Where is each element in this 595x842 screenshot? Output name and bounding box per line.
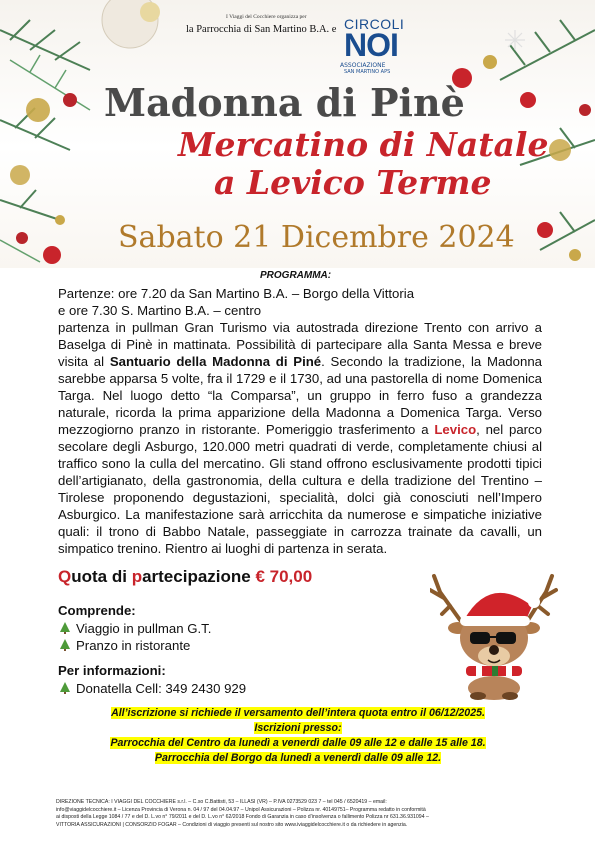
informazioni-heading: Per informazioni: xyxy=(58,663,166,678)
levico-highlight: Levico xyxy=(434,422,477,437)
event-title: Madonna di Pinè xyxy=(104,80,465,125)
price-value: € 70,00 xyxy=(255,567,313,586)
list-item xyxy=(58,680,246,697)
tree-bullet-icon xyxy=(60,639,70,651)
informazioni-section xyxy=(58,663,246,697)
footer-line-2: info@viaggidelcocchiere.it – Licenza Provincia di Verona n. 04 / 97 del 04.04.97 – Unipol Assicurazioni – Polizza nr. 40149751– Programma redatto in conformità xyxy=(56,806,426,813)
departure-line-1: Partenze: ore 7.20 da San Martino B.A. – Borgo della Vittoria xyxy=(58,286,415,301)
departure-line-2: e ore 7.30 S. Martino B.A. – centro xyxy=(58,303,262,318)
legal-footer xyxy=(56,799,551,829)
organizer-small-text: I Viaggi del Cocchiere organizza per xyxy=(226,14,307,20)
footer-line-4: VITTORIA ASSICURAZIONI | CONSORZIO FOGAR – Condizioni di viaggio presenti sul nostro sito www.iviaggidelcocchiere.it o da richiedere in agenzia. xyxy=(56,821,408,828)
tree-bullet-icon xyxy=(60,622,70,634)
reindeer-santa-hat-illustration xyxy=(430,562,558,700)
list-item: Viaggio in pullman G.T. xyxy=(58,620,211,637)
event-date: Sabato 21 Dicembre 2024 xyxy=(118,220,515,255)
list-item: Pranzo in ristorante xyxy=(58,637,211,654)
header-banner xyxy=(0,0,595,268)
santuario-highlight: Santuario della Madonna di Piné xyxy=(109,354,322,369)
price-line: Quota di partecipazione € 70,00 xyxy=(58,567,313,586)
comprende-heading: Comprende: xyxy=(58,603,136,618)
event-subtitle-line2: a Levico Terme xyxy=(214,163,492,202)
programma-body xyxy=(58,285,542,557)
event-subtitle-line1: Mercatino di Natale xyxy=(178,125,549,164)
notice-line-3: Parrocchia del Centro da lunedì a venerdì dalle 09 alle 12 e dalle 15 alle 18. xyxy=(110,737,486,749)
comprende-section xyxy=(58,603,211,654)
circoli-noi-logo: CIRCOLI NOI ASSOCIAZIONE SAN MARTINO APS xyxy=(340,16,405,75)
notice-line-2: Iscrizioni presso: xyxy=(254,722,342,734)
notice-line-1: All’iscrizione si richiede il versamento dell’intera quota entro il 06/12/2025. xyxy=(111,707,485,719)
footer-line-1: DIREZIONE TECNICA: I VIAGGI DEL COCCHIERE s.r.l. – C.so C.Battisti, 53 – ILLASI (VR) – P.IVA 0273529 023 7 – tel 045 / 6520419 – email: xyxy=(56,799,387,805)
programma-heading: PROGRAMMA: xyxy=(260,270,332,281)
program-description: partenza in pullman Gran Turismo via autostrada direzione Trento con arrivo a Baselga di Pinè in mattinata. Possibilità di partecipare alla Santa Messa e breve visita al Santuario della Madonna di Piné. Secondo la tradizione, la Madonna sarebbe apparsa 5 volte, fra il 1729 e il 1730, ad una pastorella di nome Domenica Targa. Nel luogo detto “la Comparsa”, un gruppo in ferro fuso a grandezza naturale, ricorda la prima apparizione della Madonna a Domenica Targa. Verso mezzogiorno pranzo in ristorante. Pomeriggio trasferimento a Levico, nel parco secolare degli Asburgo, 120.000 metri quadrati di verde, completamente chiusi al traffico sono la culla del mercatino. Gli stand offrono esclusivamente prodotti tipici dell’artigianato, della gastronomia, della cultura e della tradizione del Trentino – Tirolese proponendo degustazioni, specialità, dolci già conosciuti nell’Impero Asburgico. La manifestazione sarà arricchita da numerose e simpatiche iniziative quali: il trono di Babbo Natale, passeggiate in carrozza trainate da cavalli, un simpatico trenino. Rientro ai luoghi di partenza in serata. xyxy=(58,320,542,556)
organizer-text: la Parrocchia di San Martino B.A. e xyxy=(186,24,337,35)
registration-notice xyxy=(48,706,548,766)
notice-line-4: Parrocchia del Borgo da lunedì a venerdì dalle 09 alle 12. xyxy=(154,752,442,764)
footer-line-3: ai disposti della Legge 1084 / 77 e del D. L.vo n° 79/2011 e del D. L.vo n° 62/2018 Fondo di Garanzia in caso d’insolvenza o fallimento Polizza nr 631.36.931094 – xyxy=(56,814,429,820)
tree-bullet-icon xyxy=(60,682,70,694)
contact-phone: Donatella Cell: 349 2430 929 xyxy=(76,681,247,696)
